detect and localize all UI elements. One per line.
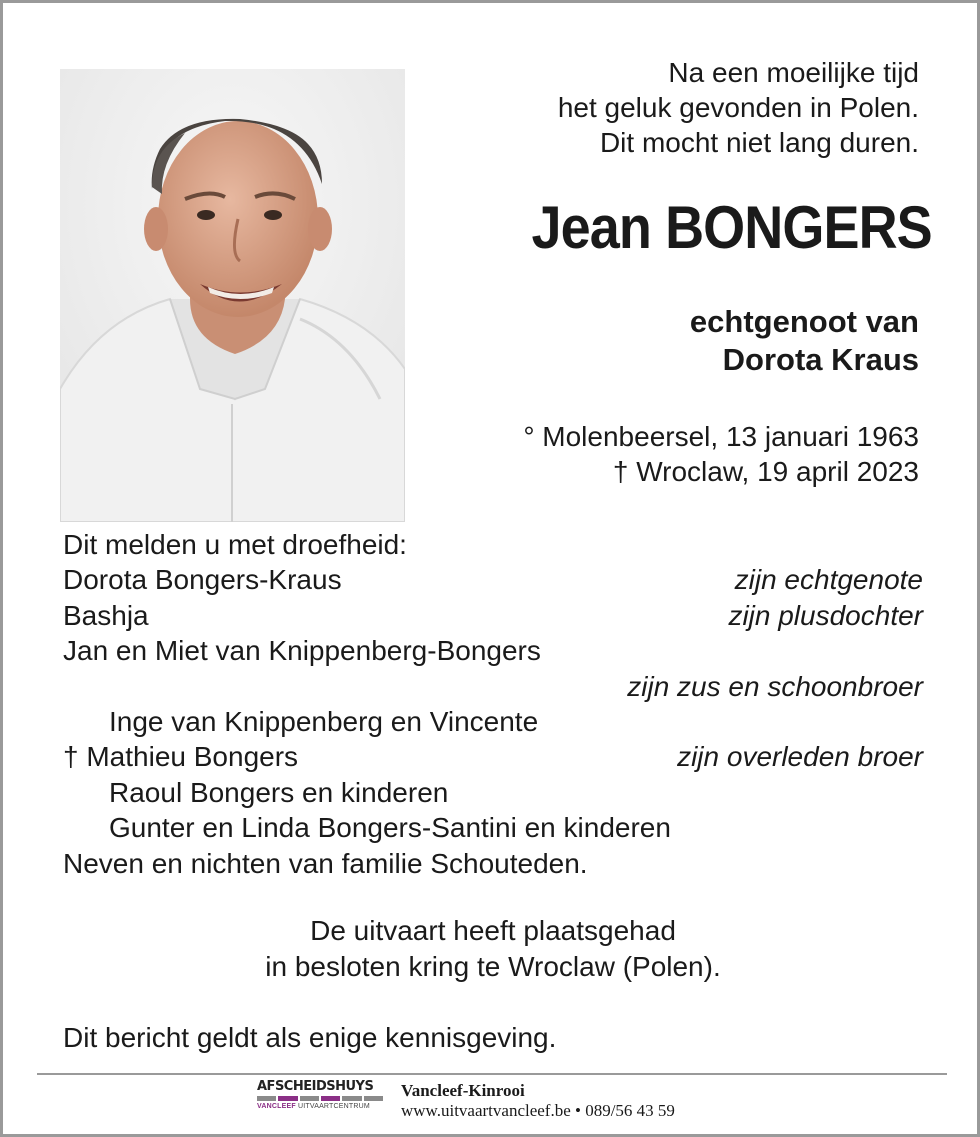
deceased-name: Jean BONGERS — [531, 194, 932, 261]
family-row — [63, 846, 923, 881]
family-member: Raoul Bongers en kinderen — [109, 776, 449, 808]
family-member: Inge van Knippenberg en Vincente — [109, 705, 539, 737]
portrait-illustration — [60, 69, 405, 522]
family-member: † Mathieu Bongers — [63, 741, 299, 773]
logo-subtitle — [257, 1103, 383, 1110]
footer-divider — [37, 1073, 947, 1075]
firm-name: Vancleef-Kinrooi — [401, 1081, 525, 1100]
family-relation: zijn overleden broer — [677, 741, 923, 773]
logo-sub-text: UITVAARTCENTRUM — [297, 1103, 370, 1110]
family-relation: zijn zus en schoonbroer — [627, 670, 923, 702]
family-row — [63, 669, 923, 704]
opening-poem — [558, 55, 919, 160]
funeral-home-logo — [257, 1080, 383, 1110]
poem-line: het geluk gevonden in Polen. — [557, 92, 919, 123]
portrait-photo — [60, 69, 405, 522]
life-dates — [523, 419, 919, 489]
funeral-line: De uitvaart heeft plaatsgehad — [310, 915, 676, 946]
spouse-name: Dorota Kraus — [722, 342, 919, 377]
family-relation: zijn plusdochter — [728, 599, 923, 631]
family-row — [63, 775, 923, 810]
family-list — [63, 527, 923, 881]
spouse-label: echtgenoot van — [689, 304, 919, 339]
funeral-line: in besloten kring te Wroclaw (Polen). — [265, 951, 721, 982]
spouse-block — [690, 303, 919, 379]
funeral-home-contact — [401, 1081, 675, 1121]
family-relation: zijn echtgenote — [734, 564, 923, 596]
family-member: Gunter en Linda Bongers-Santini en kinderen — [109, 812, 671, 844]
family-member: Neven en nichten van familie Schouteden. — [63, 847, 588, 879]
family-member: Jan en Miet van Knippenberg-Bongers — [63, 635, 541, 667]
family-intro — [63, 527, 923, 562]
poem-line: Dit mocht niet lang duren. — [599, 127, 919, 158]
family-row — [63, 562, 923, 597]
notice-text: Dit bericht geldt als enige kennisgeving. — [63, 1022, 557, 1053]
family-row — [63, 704, 923, 739]
contact-line: www.uitvaartvancleef.be • 089/56 43 59 — [401, 1101, 675, 1120]
logo-title: AFSCHEIDSHUYS — [257, 1079, 374, 1094]
family-intro-text: Dit melden u met droefheid: — [63, 529, 407, 560]
death-date: † Wroclaw, 19 april 2023 — [612, 456, 919, 487]
logo-sub-brand: VANCLEEF — [257, 1103, 296, 1110]
family-member: Dorota Bongers-Kraus — [63, 564, 342, 596]
family-member: Bashja — [63, 599, 149, 631]
birth-date: ° Molenbeersel, 13 januari 1963 — [523, 421, 919, 452]
logo-bars — [257, 1096, 383, 1101]
family-row — [63, 810, 923, 845]
family-row — [63, 598, 923, 633]
funeral-info — [3, 913, 980, 985]
poem-line: Na een moeilijke tijd — [668, 57, 919, 88]
family-row — [63, 739, 923, 774]
family-row — [63, 633, 923, 668]
